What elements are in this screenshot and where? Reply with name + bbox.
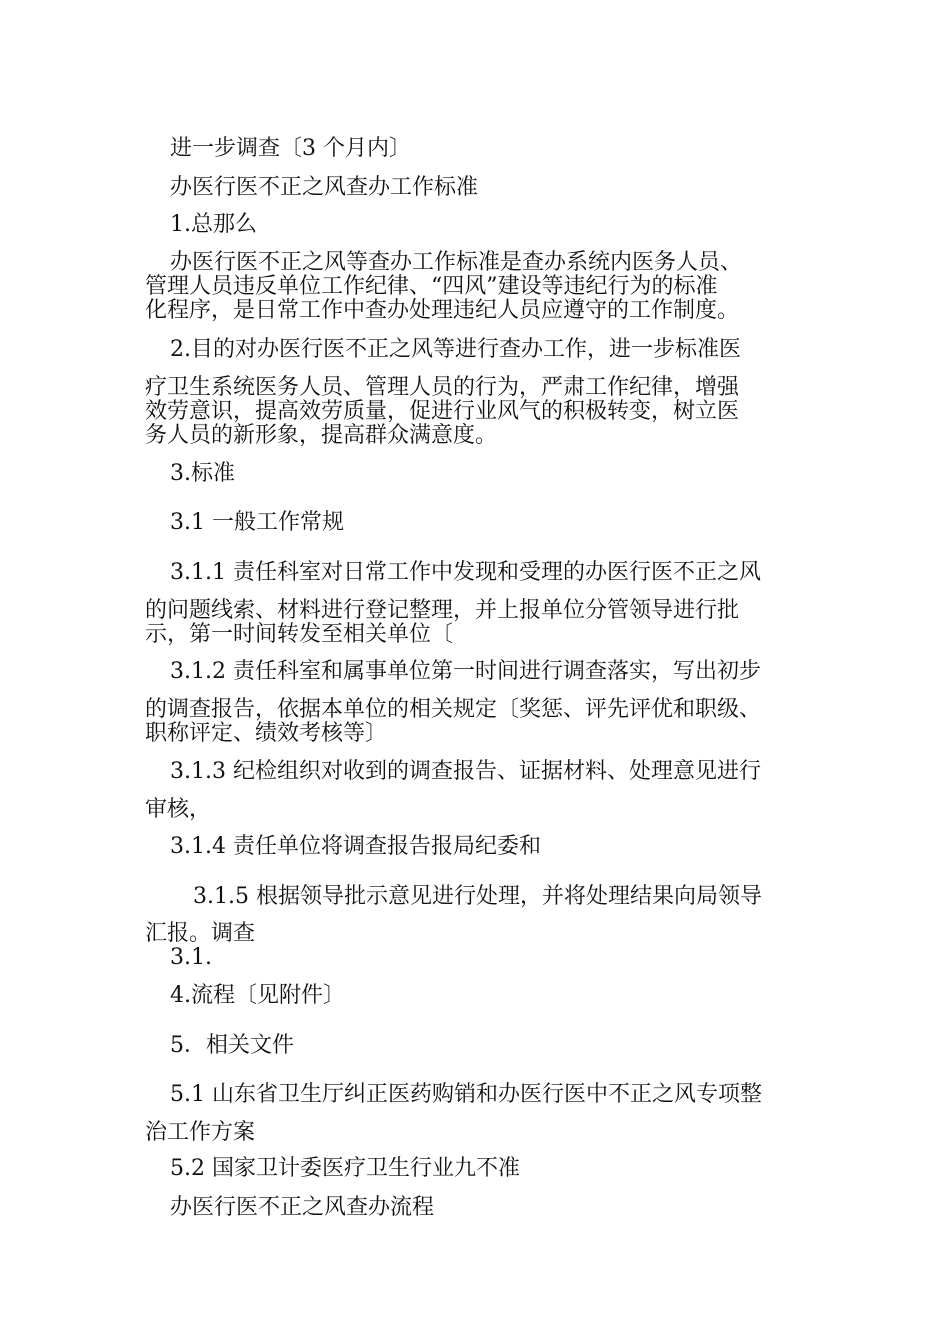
paragraph-line: 治工作方案 xyxy=(145,1120,256,1145)
item-3-1-2-line: 3.1.2 责任科室和属事单位第一时间进行调查落实，写出初步 xyxy=(170,659,761,684)
paragraph-line: 效劳意识，提高效劳质量，促进行业风气的积极转变，树立医 xyxy=(145,399,740,424)
heading-investigation-period: 进一步调查〔3 个月内〕 xyxy=(170,136,411,161)
paragraph-line: 的调查报告，依据本单位的相关规定〔奖惩、评先评优和职级、 xyxy=(145,697,762,722)
item-3-1-5-line: 3.1.5 根据领导批示意见进行处理，并将处理结果向局领导 xyxy=(193,884,762,909)
section-4-heading: 4.流程〔见附件〕 xyxy=(170,983,345,1008)
section-1-heading: 1.总那么 xyxy=(170,212,257,237)
section-3-heading: 3.标准 xyxy=(170,461,235,486)
section-5-heading: 5．相关文件 xyxy=(170,1033,294,1058)
section-3-1-heading: 3.1 一般工作常规 xyxy=(170,510,344,535)
item-3-1-line: 3.1. xyxy=(170,945,212,970)
paragraph-line: 化程序，是日常工作中查办处理违纪人员应遵守的工作制度。 xyxy=(145,298,740,323)
item-5-1-line: 5.1 山东省卫生厅纠正医药购销和办医行医中不正之风专项整 xyxy=(170,1082,762,1107)
paragraph-line: 务人员的新形象，提高群众满意度。 xyxy=(145,423,498,448)
section-2-line: 2.目的对办医行医不正之风等进行查办工作，进一步标准医 xyxy=(170,337,741,362)
paragraph-line: 的问题线索、材料进行登记整理，并上报单位分管领导进行批 xyxy=(145,598,740,623)
item-3-1-4-line: 3.1.4 责任单位将调查报告报局纪委和 xyxy=(170,834,541,859)
item-3-1-3-line: 3.1.3 纪检组织对收到的调查报告、证据材料、处理意见进行 xyxy=(170,759,761,784)
paragraph-line: 职称评定、绩效考核等〕 xyxy=(145,721,388,746)
paragraph-line: 管理人员违反单位工作纪律、“四风”建设等违纪行为的标准 xyxy=(145,274,718,299)
item-5-2-line: 5.2 国家卫计委医疗卫生行业九不准 xyxy=(170,1156,520,1181)
paragraph-line: 审核， xyxy=(145,797,212,822)
paragraph-line: 汇报。调查 xyxy=(145,921,256,946)
item-3-1-1-line: 3.1.1 责任科室对日常工作中发现和受理的办医行医不正之风 xyxy=(170,560,761,585)
paragraph-line: 示，第一时间转发至相关单位〔 xyxy=(145,622,454,647)
document-title: 办医行医不正之风查办工作标准 xyxy=(170,175,479,200)
paragraph-line: 疗卫生系统医务人员、管理人员的行为，严肃工作纪律，增强 xyxy=(145,375,740,400)
paragraph-line: 办医行医不正之风等查办工作标准是查办系统内医务人员、 xyxy=(170,250,743,275)
process-title: 办医行医不正之风查办流程 xyxy=(170,1195,435,1220)
